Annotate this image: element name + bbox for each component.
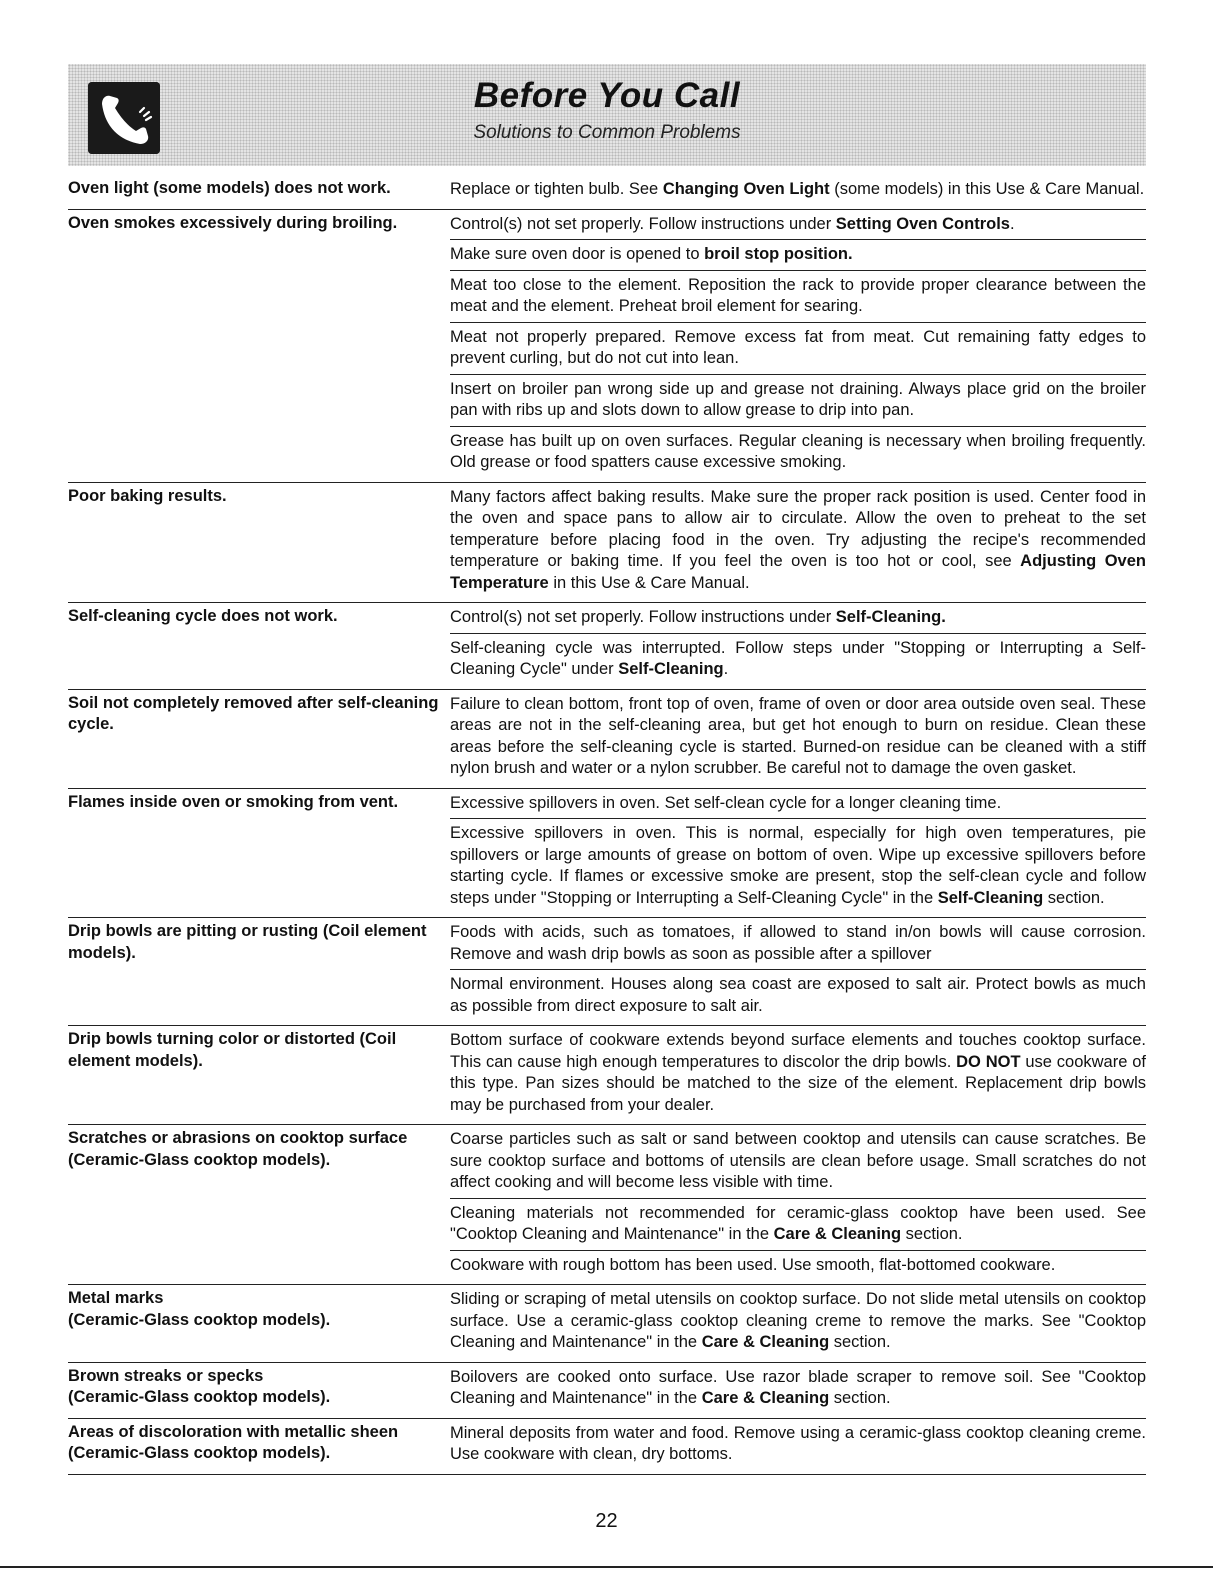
solution-text <box>450 1422 1146 1470</box>
solution-text <box>450 633 1146 685</box>
table-row <box>68 1419 1146 1475</box>
solution-text <box>450 1198 1146 1250</box>
table-row <box>68 690 1146 789</box>
solution-segment: in this Use & Care Manual. <box>548 573 750 592</box>
problem-text: Metal marks (Ceramic-Glass cooktop models). <box>68 1289 331 1329</box>
solutions-cell <box>450 606 1146 685</box>
solution-segment: Failure to clean bottom, front top of oven, frame of oven or door area outside oven seal. These areas are not in the self-cleaning area, but get hot enough to burn on residue. Clean these areas before the self-cleaning cycle is started. Burned-on residue can be cleaned with a stiff nylon brush and water or a nylon scrubber. Be careful not to damage the oven gasket. <box>450 694 1146 777</box>
problem-text: Scratches or abrasions on cooktop surface (Ceramic-Glass cooktop models). <box>68 1129 408 1169</box>
solution-text <box>450 1128 1146 1198</box>
solution-segment: Excessive spillovers in oven. This is normal, especially for high oven temperatures, pie spillovers or large amounts of grease on bottom of oven. Wipe up excessive spillovers before starting cycle. If flames or excessive smoke are present, stop the self-clean cycle and follow steps under "Stopping or Interrupting a Self-Cleaning Cycle" in the <box>450 824 1146 907</box>
table-row <box>68 1363 1146 1419</box>
solution-segment: Cookware with rough bottom has been used. Use smooth, flat-bottomed cookware. <box>450 1255 1056 1274</box>
solution-segment: Bottom surface of cookware extends beyond surface elements and touches cooktop surface. This can cause high enough temperatures to discolor the drip bowls. <box>450 1031 1146 1071</box>
troubleshooting-table <box>68 175 1146 1475</box>
solution-text <box>450 178 1146 205</box>
table-row <box>68 918 1146 1026</box>
solution-segment: section. <box>829 1333 891 1351</box>
problem-text: Oven smokes excessively during broiling. <box>68 213 398 232</box>
solutions-cell <box>450 921 1146 1021</box>
solution-segment: Coarse particles such as salt or sand between cooktop and utensils can cause scratches. Be sure cooktop surface and bottoms of utensils are clean before usage. Small scratches do not affect cooking and will become less visible with time. <box>450 1130 1146 1191</box>
solution-segment: Boilovers are cooked onto surface. Use razor blade scraper to remove soil. See "Cooktop Cleaning and Maintenance" in the <box>450 1367 1146 1407</box>
solution-text <box>450 1366 1146 1414</box>
solution-segment: . <box>723 660 729 678</box>
solution-bold-ref: Care & Cleaning <box>701 1333 830 1351</box>
solution-text <box>450 239 1146 270</box>
solution-bold-ref: Changing Oven Light <box>662 180 830 198</box>
solution-segment: section. <box>901 1225 963 1243</box>
solution-segment: Make sure oven door is opened to <box>450 245 705 263</box>
solution-text <box>450 1250 1146 1281</box>
solution-bold-ref: Self-Cleaning. <box>835 608 946 626</box>
table-row <box>68 175 1146 210</box>
solution-segment: Insert on broiler pan wrong side up and grease not draining. Always place grid on the broiler pan with ribs up and slots down to allow grease to drip into pan. <box>450 379 1146 419</box>
solution-bold-ref: Care & Cleaning <box>773 1225 902 1243</box>
solution-text <box>450 374 1146 426</box>
problem-text: Soil not completely removed after self-cleaning cycle. <box>68 693 439 733</box>
solution-text <box>450 792 1146 819</box>
solution-segment: Self-cleaning cycle was interrupted. Follow steps under "Stopping or Interrupting a Self-Cleaning Cycle" under <box>450 638 1146 678</box>
solution-segment: section. <box>829 1389 891 1407</box>
table-row <box>68 1026 1146 1125</box>
table-row <box>68 1125 1146 1285</box>
solutions-cell <box>450 1422 1146 1470</box>
problem-text: Oven light (some models) does not work. <box>68 179 391 197</box>
solution-segment: Foods with acids, such as tomatoes, if allowed to stand in/on bowls will cause corrosion. Remove and wash drip bowls as soon as possible after a spillover <box>450 923 1146 963</box>
solution-text <box>450 818 1146 913</box>
solution-segment: Excessive spillovers in oven. Set self-clean cycle for a longer cleaning time. <box>450 793 1002 812</box>
solution-text <box>450 606 1146 633</box>
solution-segment: Control(s) not set properly. Follow instructions under <box>450 608 836 626</box>
solutions-cell <box>450 792 1146 914</box>
solution-segment: Many factors affect baking results. Make sure the proper rack position is used. Center food in the oven and space pans to allow air to circulate. Allow the oven to preheat to the set temperature before placing food in the oven. Try adjusting the recipe's recommended temperature or baking time. If you feel the oven is too hot or cool, see <box>450 487 1146 570</box>
solution-bold-ref: Setting Oven Controls <box>835 214 1010 233</box>
solutions-cell <box>450 1366 1146 1414</box>
table-row <box>68 789 1146 919</box>
solution-bold-ref: Care & Cleaning <box>701 1389 830 1407</box>
solutions-cell <box>450 1128 1146 1280</box>
table-row <box>68 210 1146 483</box>
solution-segment: Control(s) not set properly. Follow instructions under <box>450 214 836 233</box>
solution-text <box>450 270 1146 322</box>
solution-segment: Sliding or scraping of metal utensils on cooktop surface. Do not slide metal utensils on cooktop surface. Use a ceramic-glass cooktop cleaning creme to remove the marks. See "Cooktop Cleaning and Maintenance" in the <box>450 1290 1146 1351</box>
solutions-cell <box>450 1288 1146 1358</box>
solution-segment: . <box>1009 214 1015 233</box>
problem-text: Drip bowls are pitting or rusting (Coil element models). <box>68 922 427 962</box>
page-number: 22 <box>595 1510 618 1532</box>
table-row <box>68 483 1146 604</box>
solution-segment: Replace or tighten bulb. See <box>450 180 663 198</box>
solution-text <box>450 322 1146 374</box>
solutions-cell <box>450 693 1146 784</box>
problem-text: Self-cleaning cycle does not work. <box>68 607 338 625</box>
solution-segment: Cleaning materials not recommended for ceramic-glass cooktop have been used. See "Cooktop Cleaning and Maintenance" in the <box>450 1203 1146 1243</box>
solutions-cell <box>450 213 1146 478</box>
solution-segment: use cookware of this type. Pan sizes should be matched to the size of the element. Replacement drip bowls may be purchased from your dealer. <box>450 1052 1146 1114</box>
solution-bold-ref: Adjusting Oven Temperature <box>450 552 1146 592</box>
page-header <box>68 64 1146 166</box>
bottom-rule <box>0 1566 1213 1568</box>
solution-segment: section. <box>1043 888 1105 907</box>
solution-text <box>450 969 1146 1021</box>
solution-segment: Meat too close to the element. Reposition the rack to provide proper clearance between the meat and the element. Preheat broil element for searing. <box>450 275 1146 315</box>
solutions-cell <box>450 486 1146 599</box>
solution-bold-ref: Self-Cleaning <box>937 888 1044 907</box>
page-title: Before You Call <box>473 76 741 115</box>
solution-segment: Mineral deposits from water and food. Remove using a ceramic-glass cooktop cleaning creme. Use cookware with clean, dry bottoms. <box>450 1423 1146 1463</box>
solution-text <box>450 921 1146 969</box>
solution-bold-ref: DO NOT <box>956 1052 1021 1071</box>
solution-text <box>450 693 1146 784</box>
page-subtitle: Solutions to Common Problems <box>473 122 741 143</box>
problem-text: Poor baking results. <box>68 486 227 505</box>
solution-text <box>450 426 1146 478</box>
problem-text: Drip bowls turning color or distorted (Coil element models). <box>68 1030 397 1070</box>
solution-text <box>450 1029 1146 1120</box>
problem-text: Areas of discoloration with metallic sheen (Ceramic-Glass cooktop models). <box>68 1422 399 1462</box>
solution-segment: Meat not properly prepared. Remove excess fat from meat. Cut remaining fatty edges to prevent curling, but do not cut into lean. <box>450 327 1146 367</box>
solutions-cell <box>450 178 1146 205</box>
solution-text <box>450 486 1146 599</box>
solution-segment: (some models) in this Use & Care Manual. <box>829 180 1145 198</box>
table-row <box>68 1285 1146 1363</box>
solution-bold-ref: Self-Cleaning <box>618 660 724 678</box>
solution-bold-ref: broil stop position. <box>704 245 853 263</box>
problem-text: Flames inside oven or smoking from vent. <box>68 792 399 811</box>
solution-segment: Normal environment. Houses along sea coast are exposed to salt air. Protect bowls as much as possible from direct exposure to salt air. <box>450 975 1146 1015</box>
table-row <box>68 603 1146 690</box>
solutions-cell <box>450 1029 1146 1120</box>
solution-text <box>450 1288 1146 1358</box>
solution-text <box>450 213 1146 240</box>
problem-text: Brown streaks or specks (Ceramic-Glass cooktop models). <box>68 1366 331 1406</box>
solution-segment: Grease has built up on oven surfaces. Regular cleaning is necessary when broiling frequently. Old grease or food spatters cause excessive smoking. <box>450 431 1146 471</box>
